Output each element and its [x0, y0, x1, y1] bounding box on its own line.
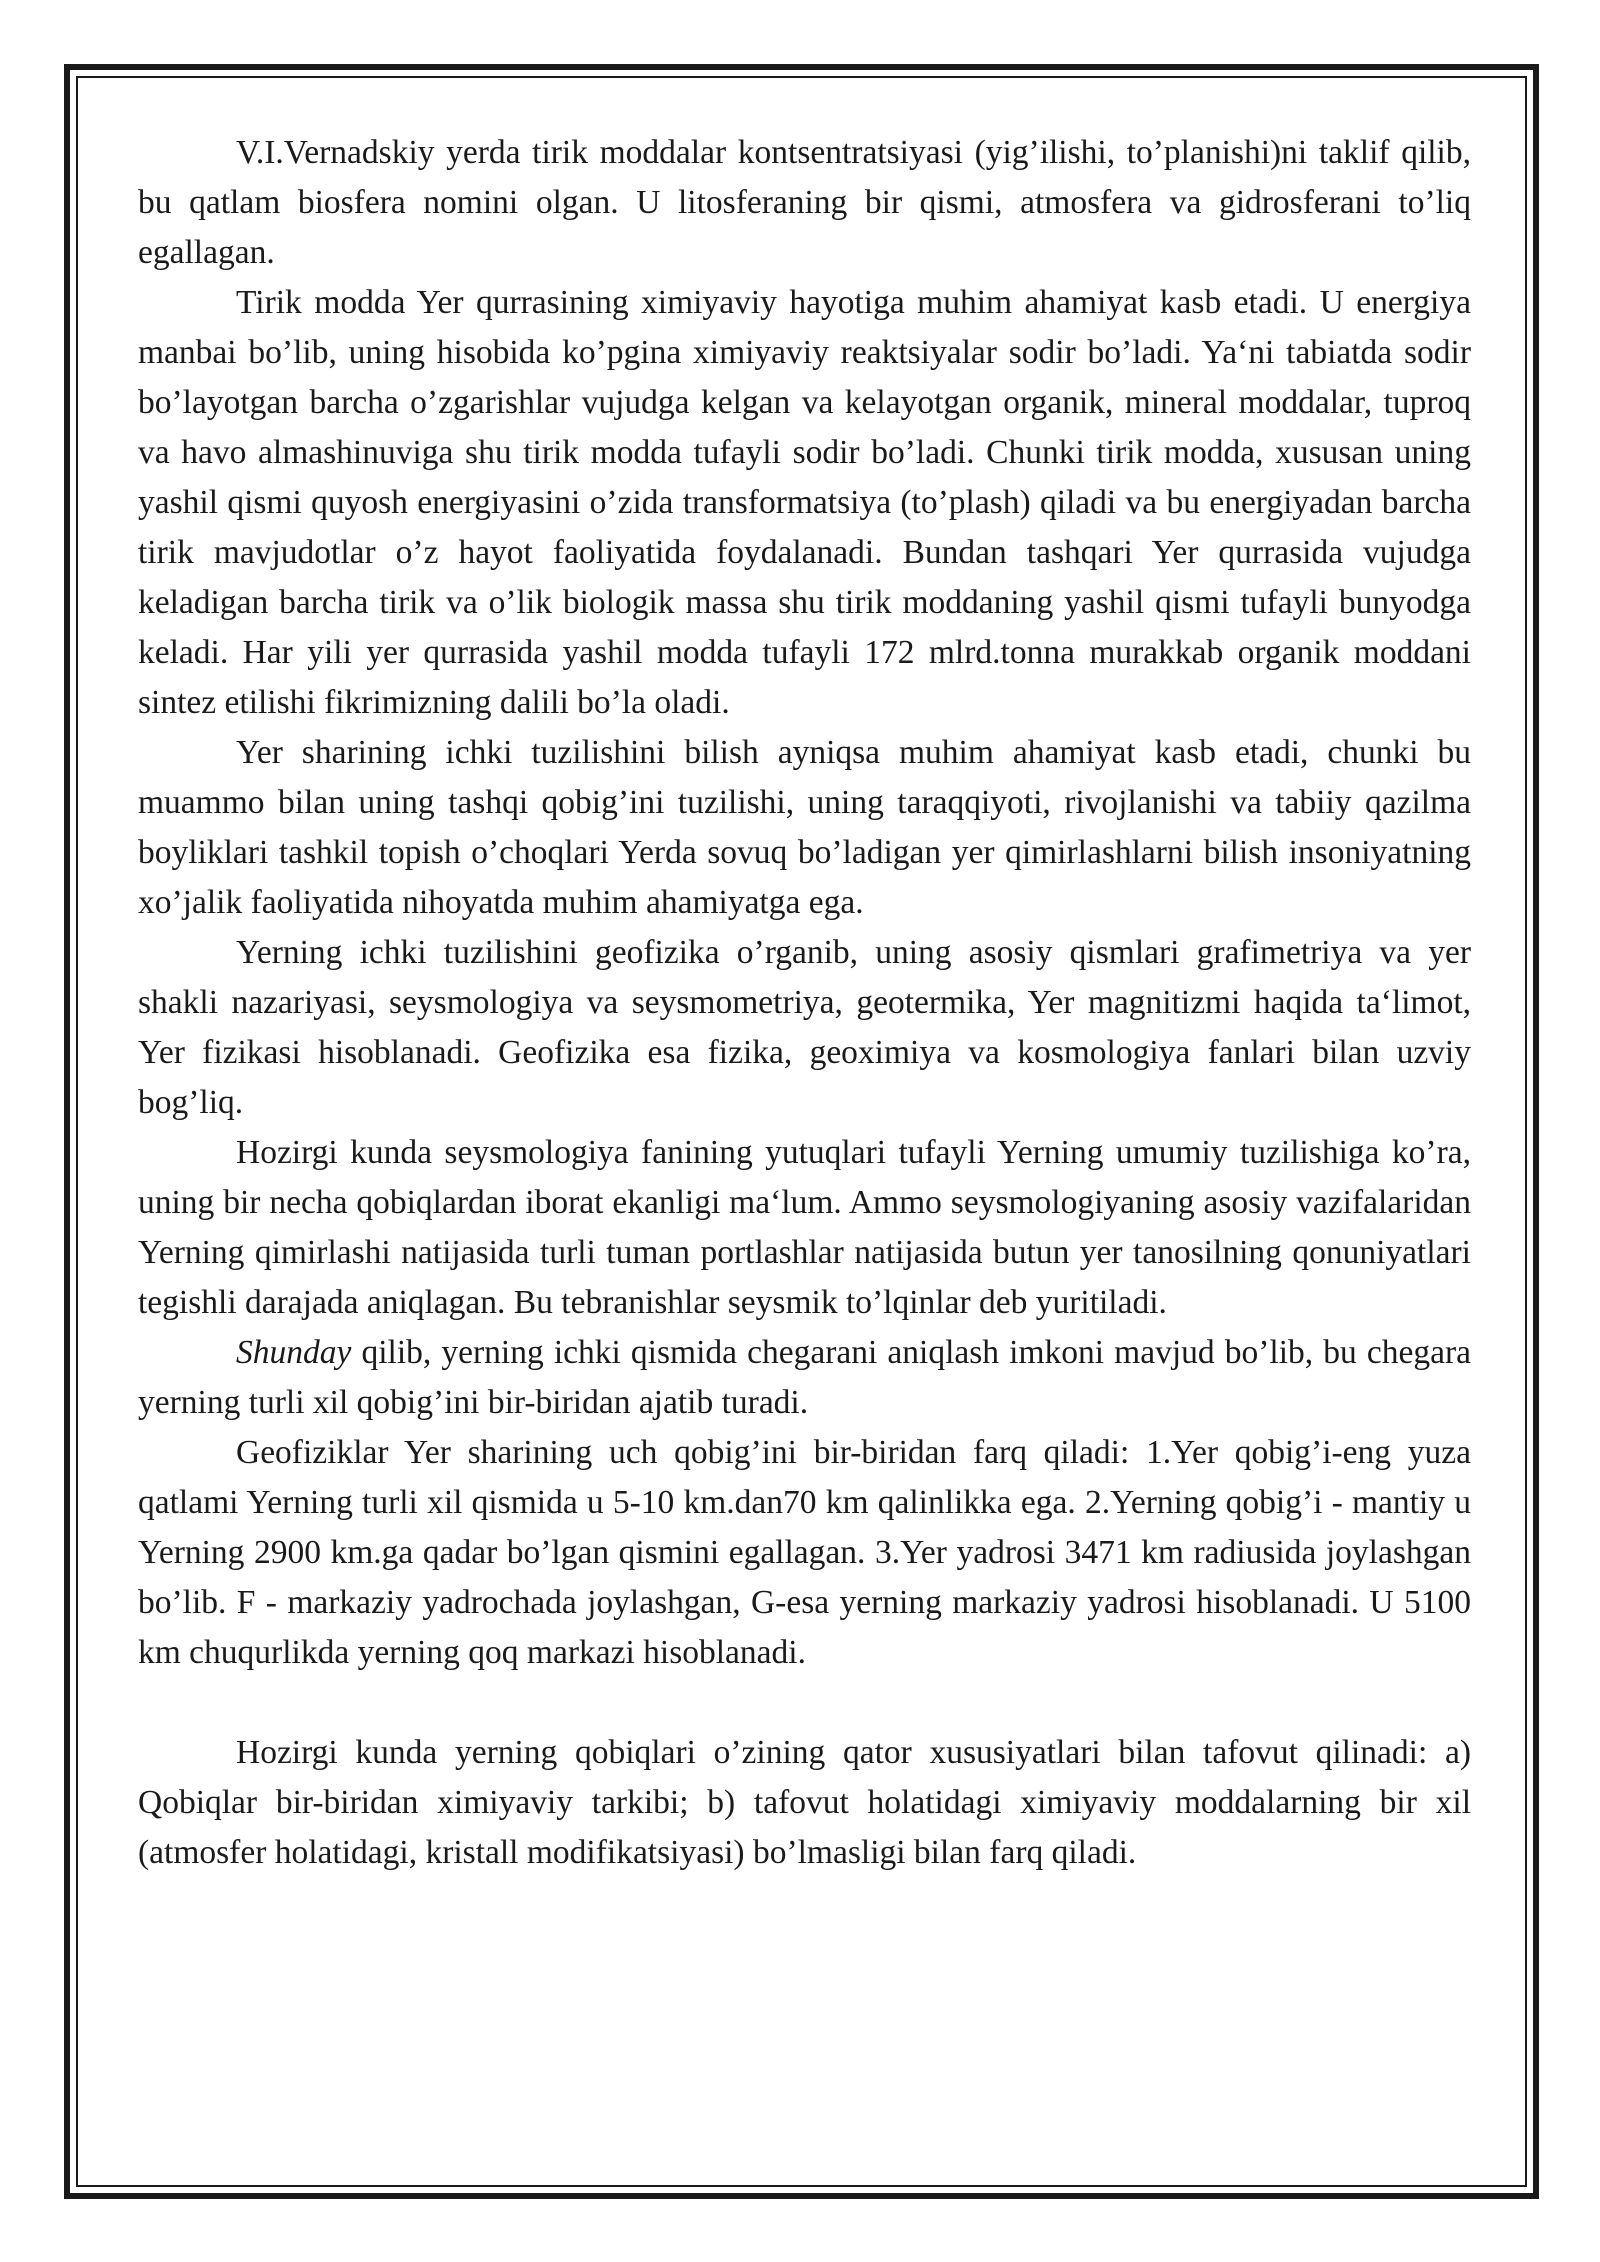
paragraph-6 [138, 1328, 1471, 1428]
paragraph-4: Yerning ichki tuzilishini geofizika o’rganib, uning asosiy qismlari grafimetriya va yer shakli nazariyasi, seysmologiya va seysmometriya, geotermika, Yer magnitizmi haqida ta‘limot, Yer fizikasi hisoblanadi. Geofizika esa fizika, geoximiya va kosmologiya fanlari bilan uzviy bog’liq. [138, 934, 1471, 1121]
paragraph-2: Tirik modda Yer qurrasining ximiyaviy hayotiga muhim ahamiyat kasb etadi. U energiya manbai bo’lib, uning hisobida ko’pgina ximiyaviy reaktsiyalar sodir bo’ladi. Ya‘ni tabiatda sodir bo’layotgan barcha o’zgarishlar vujudga kelgan va kelayotgan organik, mineral moddalar, tuproq va havo almashinuviga shu tirik modda tufayli sodir bo’ladi. Chunki tirik modda, xususan uning yashil qismi quyosh energiyasini o’zida transformatsiya (to’plash) qiladi va bu energiyadan barcha tirik mavjudotlar o’z hayot faoliyatida foydalanadi. Bundan tashqari Yer qurrasida vujudga keladigan barcha tirik va o’lik biologik massa shu tirik moddaning yashil qismi tufayli bunyodga keladi. Har yili yer qurrasida yashil modda tufayli 172 mlrd.tonna murakkab organik moddani sintez etilishi fikrimizning dalili bo’la oladi. [138, 284, 1471, 721]
paragraph-6-italic-lead: Shunday [236, 1334, 352, 1371]
paragraph-5: Hozirgi kunda seysmologiya fanining yutuqlari tufayli Yerning umumiy tuzilishiga ko’ra, uning bir necha qobiqlardan iborat ekanligi ma‘lum. Ammo seysmologiyaning asosiy vazifalaridan Yerning qimirlashi natijasida turli tuman portlashlar natijasida butun yer tanosilning qonuniyatlari tegishli darajada aniqlagan. Bu tebranishlar seysmik to’lqinlar deb yuritiladi. [138, 1134, 1471, 1321]
paragraph-1: V.I.Vernadskiy yerda tirik moddalar kontsentratsiyasi (yig’ilishi, to’planishi)ni taklif qilib, bu qatlam biosfera nomini olgan. U litosferaning bir qismi, atmosfera va gidrosferani to’liq egallagan. [138, 134, 1471, 271]
paragraph-8: Hozirgi kunda yerning qobiqlari o’zining qator xususiyatlari bilan tafovut qilinadi: a) Qobiqlar bir-biridan ximiyaviy tarkibi; b) tafovut holatidagi ximiyaviy moddalarning bir xil (atmosfer holatidagi, kristall modifikatsiyasi) bo’lmasligi bilan farq qiladi. [138, 1734, 1471, 1871]
paragraph-6-text: qilib, yerning ichki qismida chegarani aniqlash imkoni mavjud bo’lib, bu chegara yerning turli xil qobig’ini bir-biridan ajatib turadi. [138, 1334, 1471, 1421]
document-body [138, 128, 1471, 1878]
paragraph-3: Yer sharining ichki tuzilishini bilish ayniqsa muhim ahamiyat kasb etadi, chunki bu muammo bilan uning tashqi qobig’ini tuzilishi, uning taraqqiyoti, rivojlanishi va tabiiy qazilma boyliklari tashkil topish o’choqlari Yerda sovuq bo’ladigan yer qimirlashlarni bilish insoniyatning xo’jalik faoliyatida nihoyatda muhim ahamiyatga ega. [138, 734, 1471, 921]
paragraph-7: Geofiziklar Yer sharining uch qobig’ini bir-biridan farq qiladi: 1.Yer qobig’i-eng yuza qatlami Yerning turli xil qismida u 5-10 km.dan70 km qalinlikka ega. 2.Yerning qobig’i - mantiy u Yerning 2900 km.ga qadar bo’lgan qismini egallagan. 3.Yer yadrosi 3471 km radiusida joylashgan bo’lib. F - markaziy yadrochada joylashgan, G-esa yerning markaziy yadrosi hisoblanadi. U 5100 km chuqurlikda yerning qoq markazi hisoblanadi. [138, 1434, 1471, 1671]
